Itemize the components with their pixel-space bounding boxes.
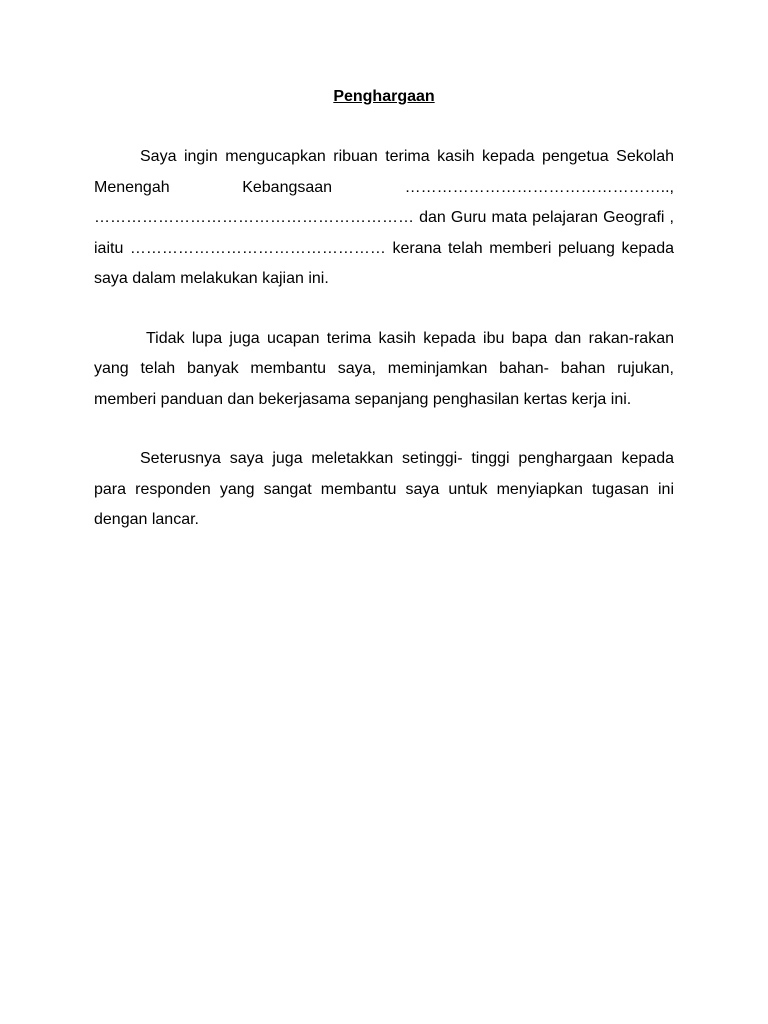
paragraph-acknowledgement-parents-friends: Tidak lupa juga ucapan terima kasih kepada ibu bapa dan rakan-rakan yang telah banyak membantu saya, meminjamkan bahan- bahan rujukan, memberi panduan dan bekerjasama sepanjang penghasilan kertas kerja ini. [94, 329, 674, 408]
document-body [94, 142, 674, 536]
paragraph-acknowledgement-principal: Saya ingin mengucapkan ribuan terima kasih kepada pengetua Sekolah Menengah Kebangsaan ………………………………………….., …………………………………………………… dan Guru mata pelajaran Geografi , iaitu ………………………………………… kerana telah memberi peluang kepada saya dalam melakukan kajian ini. [94, 148, 674, 287]
page-title: Penghargaan [333, 88, 435, 105]
paragraph-acknowledgement-respondents: Seterusnya saya juga meletakkan setinggi- tinggi penghargaan kepada para responden yang sangat membantu saya untuk menyiapkan tugasan ini dengan lancar. [94, 450, 674, 528]
